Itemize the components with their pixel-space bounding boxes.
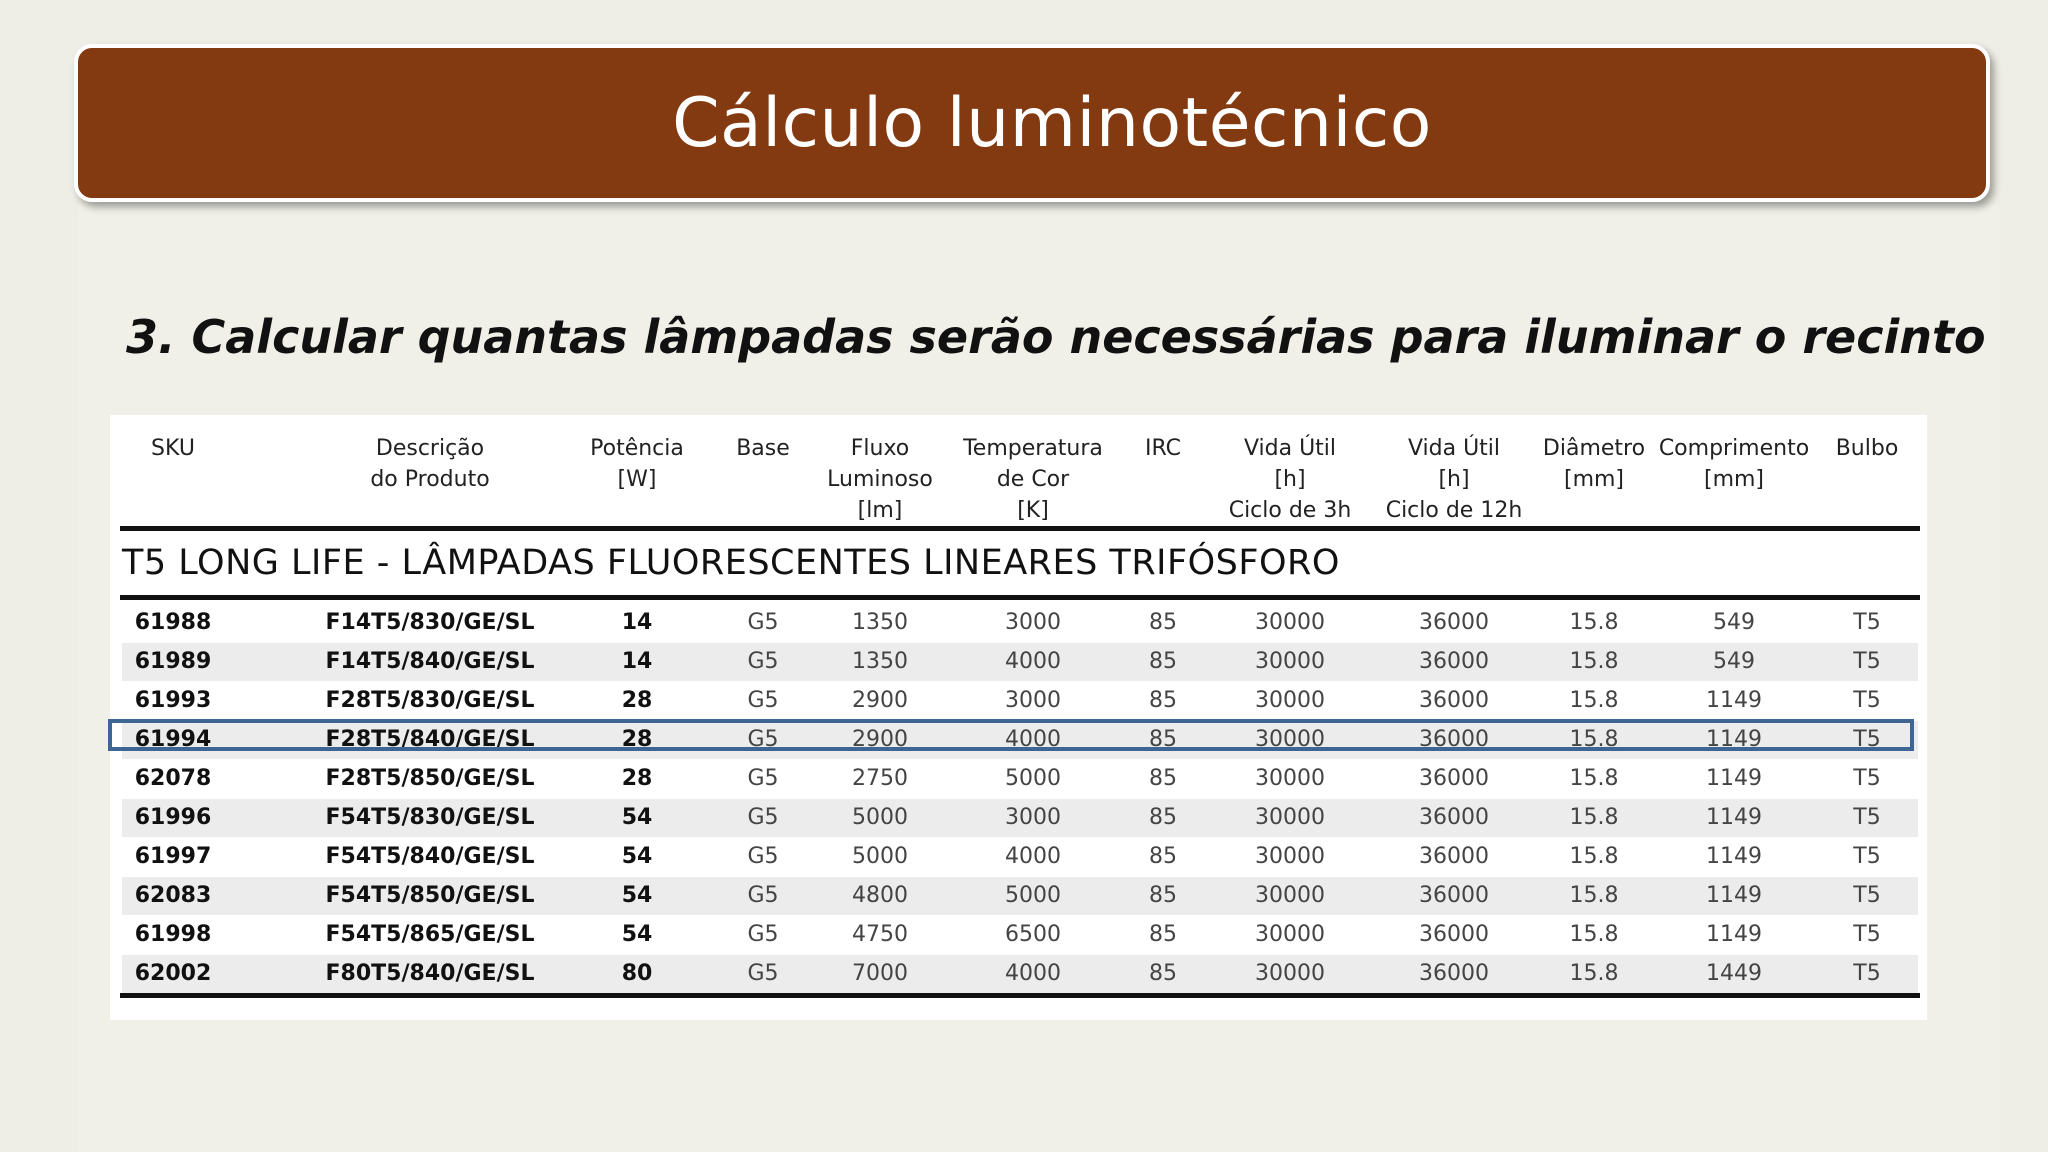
cell-diameter: 15.8 xyxy=(1569,766,1619,791)
column-header-life-3h: Vida Útil [h] Ciclo de 3h xyxy=(1228,436,1352,523)
cell-luminous-flux: 2750 xyxy=(852,766,908,791)
cell-life-3h: 30000 xyxy=(1255,649,1325,674)
cell-diameter: 15.8 xyxy=(1569,844,1619,869)
column-header-description: Descrição do Produto xyxy=(370,436,490,492)
section-rule xyxy=(120,595,1920,600)
cell-life-3h: 30000 xyxy=(1255,688,1325,713)
cell-life-12h: 36000 xyxy=(1419,844,1489,869)
cell-base: G5 xyxy=(747,805,779,830)
cell-color-temp: 3000 xyxy=(1005,610,1061,635)
cell-irc: 85 xyxy=(1149,883,1177,908)
cell-base: G5 xyxy=(747,766,779,791)
cell-color-temp: 3000 xyxy=(1005,805,1061,830)
cell-sku: 61993 xyxy=(134,688,212,713)
cell-irc: 85 xyxy=(1149,766,1177,791)
slide-subtitle: 3. Calcular quantas lâmpadas serão necessárias para iluminar o recinto xyxy=(126,310,1986,364)
cell-diameter: 15.8 xyxy=(1569,727,1619,752)
column-header-power: Potência [W] xyxy=(590,436,684,492)
cell-length: 1149 xyxy=(1706,844,1762,869)
cell-bulb: T5 xyxy=(1853,727,1881,752)
cell-luminous-flux: 7000 xyxy=(852,961,908,986)
cell-luminous-flux: 4800 xyxy=(852,883,908,908)
cell-description: F54T5/865/GE/SL xyxy=(325,922,535,947)
cell-sku: 62083 xyxy=(134,883,212,908)
column-header-irc: IRC xyxy=(1144,436,1182,461)
cell-color-temp: 4000 xyxy=(1005,649,1061,674)
cell-bulb: T5 xyxy=(1853,844,1881,869)
column-header-luminous-flux: Fluxo Luminoso [lm] xyxy=(827,436,933,523)
cell-description: F54T5/830/GE/SL xyxy=(325,805,535,830)
cell-life-3h: 30000 xyxy=(1255,805,1325,830)
cell-bulb: T5 xyxy=(1853,805,1881,830)
cell-life-3h: 30000 xyxy=(1255,844,1325,869)
highlighted-row-frame xyxy=(108,719,1914,751)
cell-irc: 85 xyxy=(1149,844,1177,869)
cell-life-3h: 30000 xyxy=(1255,766,1325,791)
table-row xyxy=(122,916,1918,954)
table-row xyxy=(122,760,1918,798)
cell-diameter: 15.8 xyxy=(1569,649,1619,674)
table-row xyxy=(122,643,1918,681)
cell-power: 54 xyxy=(621,844,653,869)
column-header-sku: SKU xyxy=(151,436,195,461)
cell-length: 549 xyxy=(1713,649,1755,674)
cell-length: 549 xyxy=(1713,610,1755,635)
column-header-bulb: Bulbo xyxy=(1835,436,1899,461)
cell-sku: 61994 xyxy=(134,727,212,752)
cell-irc: 85 xyxy=(1149,727,1177,752)
cell-description: F54T5/850/GE/SL xyxy=(325,883,535,908)
lamp-spec-table xyxy=(110,415,1927,1020)
section-title: T5 LONG LIFE - LÂMPADAS FLUORESCENTES LINEARES TRIFÓSFORO xyxy=(122,543,1340,583)
cell-description: F80T5/840/GE/SL xyxy=(325,961,535,986)
cell-power: 80 xyxy=(621,961,653,986)
cell-description: F28T5/840/GE/SL xyxy=(325,727,535,752)
cell-base: G5 xyxy=(747,922,779,947)
cell-luminous-flux: 1350 xyxy=(852,649,908,674)
cell-base: G5 xyxy=(747,610,779,635)
cell-length: 1149 xyxy=(1706,766,1762,791)
cell-sku: 61998 xyxy=(134,922,212,947)
cell-luminous-flux: 5000 xyxy=(852,805,908,830)
cell-length: 1149 xyxy=(1706,727,1762,752)
cell-life-12h: 36000 xyxy=(1419,766,1489,791)
cell-base: G5 xyxy=(747,727,779,752)
cell-sku: 62078 xyxy=(134,766,212,791)
cell-description: F14T5/830/GE/SL xyxy=(325,610,535,635)
title-bar xyxy=(74,44,1990,202)
column-header-base: Base xyxy=(736,436,790,461)
cell-irc: 85 xyxy=(1149,805,1177,830)
cell-length: 1149 xyxy=(1706,688,1762,713)
cell-color-temp: 4000 xyxy=(1005,844,1061,869)
table-row xyxy=(122,877,1918,915)
cell-luminous-flux: 5000 xyxy=(852,844,908,869)
cell-irc: 85 xyxy=(1149,649,1177,674)
cell-base: G5 xyxy=(747,844,779,869)
cell-life-12h: 36000 xyxy=(1419,649,1489,674)
cell-bulb: T5 xyxy=(1853,922,1881,947)
cell-bulb: T5 xyxy=(1853,883,1881,908)
cell-diameter: 15.8 xyxy=(1569,610,1619,635)
cell-diameter: 15.8 xyxy=(1569,961,1619,986)
cell-irc: 85 xyxy=(1149,922,1177,947)
cell-luminous-flux: 4750 xyxy=(852,922,908,947)
cell-diameter: 15.8 xyxy=(1569,922,1619,947)
cell-base: G5 xyxy=(747,961,779,986)
cell-power: 14 xyxy=(621,649,653,674)
cell-base: G5 xyxy=(747,649,779,674)
cell-life-3h: 30000 xyxy=(1255,727,1325,752)
cell-length: 1449 xyxy=(1706,961,1762,986)
bottom-rule xyxy=(120,993,1920,998)
cell-life-12h: 36000 xyxy=(1419,922,1489,947)
cell-diameter: 15.8 xyxy=(1569,688,1619,713)
cell-power: 54 xyxy=(621,922,653,947)
cell-sku: 61996 xyxy=(134,805,212,830)
cell-power: 28 xyxy=(621,688,653,713)
cell-diameter: 15.8 xyxy=(1569,805,1619,830)
cell-length: 1149 xyxy=(1706,922,1762,947)
cell-luminous-flux: 1350 xyxy=(852,610,908,635)
cell-life-3h: 30000 xyxy=(1255,883,1325,908)
cell-irc: 85 xyxy=(1149,610,1177,635)
cell-color-temp: 5000 xyxy=(1005,883,1061,908)
cell-sku: 61989 xyxy=(134,649,212,674)
cell-base: G5 xyxy=(747,688,779,713)
table-row xyxy=(122,838,1918,876)
column-header-length: Comprimento [mm] xyxy=(1658,436,1810,492)
cell-sku: 62002 xyxy=(134,961,212,986)
cell-description: F14T5/840/GE/SL xyxy=(325,649,535,674)
cell-description: F28T5/830/GE/SL xyxy=(325,688,535,713)
column-header-color-temp: Temperatura de Cor [K] xyxy=(963,436,1103,523)
cell-description: F28T5/850/GE/SL xyxy=(325,766,535,791)
cell-irc: 85 xyxy=(1149,961,1177,986)
cell-power: 54 xyxy=(621,883,653,908)
cell-color-temp: 5000 xyxy=(1005,766,1061,791)
column-header-diameter: Diâmetro [mm] xyxy=(1542,436,1646,492)
cell-bulb: T5 xyxy=(1853,766,1881,791)
cell-sku: 61988 xyxy=(134,610,212,635)
cell-irc: 85 xyxy=(1149,688,1177,713)
slide-title: Cálculo luminotécnico xyxy=(672,83,1432,163)
cell-color-temp: 4000 xyxy=(1005,727,1061,752)
cell-life-3h: 30000 xyxy=(1255,961,1325,986)
table-row xyxy=(122,604,1918,642)
cell-life-12h: 36000 xyxy=(1419,688,1489,713)
header-rule xyxy=(120,526,1920,531)
cell-color-temp: 4000 xyxy=(1005,961,1061,986)
cell-length: 1149 xyxy=(1706,805,1762,830)
cell-length: 1149 xyxy=(1706,883,1762,908)
cell-life-12h: 36000 xyxy=(1419,883,1489,908)
cell-diameter: 15.8 xyxy=(1569,883,1619,908)
cell-bulb: T5 xyxy=(1853,688,1881,713)
cell-power: 54 xyxy=(621,805,653,830)
cell-power: 28 xyxy=(621,766,653,791)
cell-power: 28 xyxy=(621,727,653,752)
cell-luminous-flux: 2900 xyxy=(852,727,908,752)
table-row xyxy=(122,955,1918,993)
cell-bulb: T5 xyxy=(1853,649,1881,674)
cell-color-temp: 3000 xyxy=(1005,688,1061,713)
cell-bulb: T5 xyxy=(1853,610,1881,635)
cell-life-12h: 36000 xyxy=(1419,961,1489,986)
cell-bulb: T5 xyxy=(1853,961,1881,986)
cell-life-12h: 36000 xyxy=(1419,727,1489,752)
cell-life-3h: 30000 xyxy=(1255,610,1325,635)
table-row xyxy=(122,799,1918,837)
cell-sku: 61997 xyxy=(134,844,212,869)
cell-life-3h: 30000 xyxy=(1255,922,1325,947)
cell-life-12h: 36000 xyxy=(1419,610,1489,635)
cell-power: 14 xyxy=(621,610,653,635)
table-row xyxy=(122,682,1918,720)
column-header-life-12h: Vida Útil [h] Ciclo de 12h xyxy=(1385,436,1523,523)
cell-luminous-flux: 2900 xyxy=(852,688,908,713)
cell-life-12h: 36000 xyxy=(1419,805,1489,830)
cell-base: G5 xyxy=(747,883,779,908)
cell-description: F54T5/840/GE/SL xyxy=(325,844,535,869)
cell-color-temp: 6500 xyxy=(1005,922,1061,947)
